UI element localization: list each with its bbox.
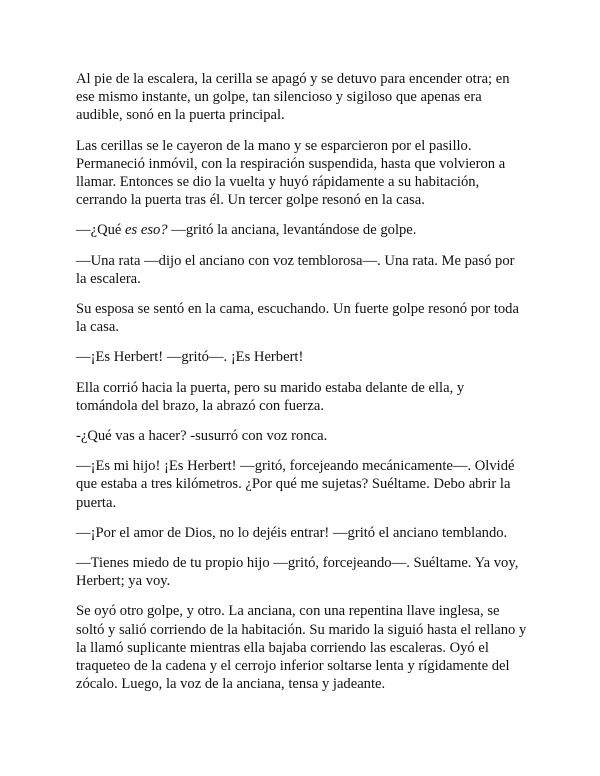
paragraph-6: —¡Es Herbert! —gritó—. ¡Es Herbert! bbox=[76, 349, 304, 366]
paragraph-11: —Tienes miedo de tu propio hijo —gritó, forcejeando—. Suéltame. Ya voy, Herbert; ya voy. bbox=[76, 555, 519, 590]
paragraph-12: Se oyó otro golpe, y otro. La anciana, con una repentina llave inglesa, se soltó y salió corriendo de la habitación. Su marido la siguió hasta el rellano y la llamó suplicante mientras ella bajaba corriendo las escaleras. Oyó el traqueteo de la cadena y el cerrojo inferior soltarse lenta y rígidamente del zócalo. Luego, la voz de la anciana, tensa y jadeante. bbox=[76, 603, 527, 693]
paragraph-4: —Una rata —dijo el anciano con voz temblorosa—. Una rata. Me pasó por la escalera. bbox=[76, 252, 515, 287]
paragraph-1: Al pie de la escalera, la cerilla se apagó y se detuvo para encender otra; en ese mismo instante, un golpe, tan silencioso y sigiloso que apenas era audible, sonó en la puerta principal. bbox=[76, 71, 510, 124]
paragraph-3-after: —gritó la anciana, levantándose de golpe. bbox=[167, 222, 417, 239]
paragraph-3 bbox=[76, 221, 528, 239]
paragraph-2: Las cerillas se le cayeron de la mano y se esparcieron por el pasillo. Permaneció inmóvil, con la respiración suspendida, hasta que volvieron a llamar. Entonces se dio la vuelta y huyó rápidamente a su habitación, cerrando la puerta tras él. Un tercer golpe resonó en la casa. bbox=[76, 137, 506, 209]
document-page bbox=[76, 70, 528, 705]
paragraph-3-before: —¿Qué bbox=[76, 222, 126, 239]
paragraph-3-italic: es eso? bbox=[125, 222, 168, 239]
paragraph-5: Su esposa se sentó en la cama, escuchando. Un fuerte golpe resonó por toda la casa. bbox=[76, 301, 519, 336]
paragraph-7: Ella corrió hacia la puerta, pero su marido estaba delante de ella, y tomándola del brazo, la abrazó con fuerza. bbox=[76, 379, 465, 414]
paragraph-8: -¿Qué vas a hacer? -susurró con voz ronca. bbox=[76, 428, 328, 445]
paragraph-9: —¡Es mi hijo! ¡Es Herbert! —gritó, forcejeando mecánicamente—. Olvidé que estaba a tres kilómetros. ¿Por qué me sujetas? Suéltame. Debo abrir la puerta. bbox=[76, 458, 515, 511]
paragraph-10: —¡Por el amor de Dios, no lo dejéis entrar! —gritó el anciano temblando. bbox=[76, 524, 508, 541]
